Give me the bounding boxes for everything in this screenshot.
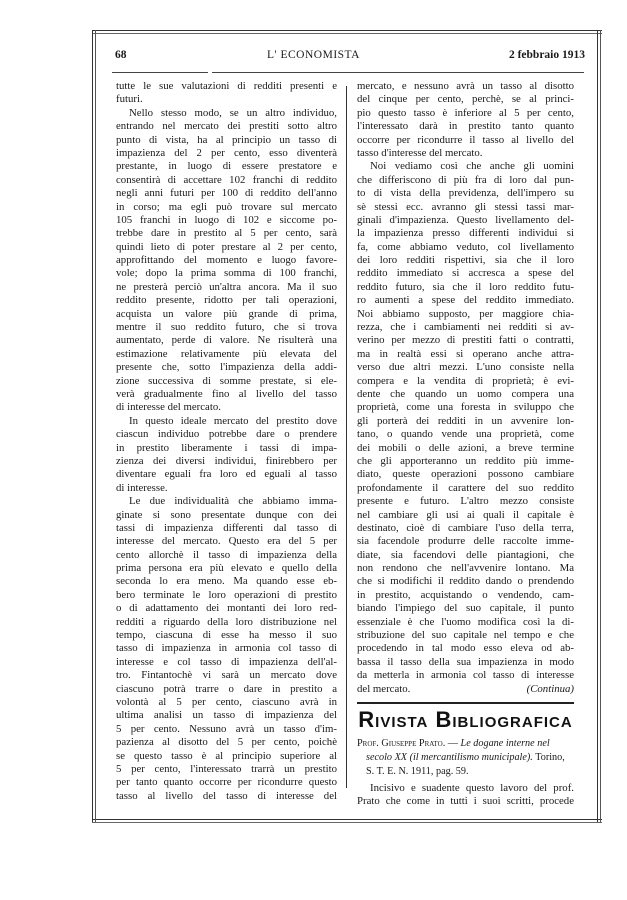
paragraph xyxy=(116,107,337,415)
text-line: verso due altri mezzi. L'uno consiste nella xyxy=(357,361,574,374)
page-frame-left xyxy=(92,30,96,822)
text-line: la impazienza presso differenti individui si xyxy=(357,227,574,240)
text-line: volontà al 5 per cento, ciascuno avrà in xyxy=(116,695,337,708)
right-column xyxy=(357,80,574,696)
text-line: tasso di impazienza in armonia col tasso di xyxy=(116,642,337,655)
text-line: seconda lo era meno. Ma quando esse eb- xyxy=(116,575,337,588)
text-line: sè stessi ecc. avranno gli stessi tassi mar- xyxy=(357,200,574,213)
text-line: che gli apporteranno un reddito più imme- xyxy=(357,454,574,467)
paragraph xyxy=(357,80,574,160)
text-line: presente che, sotto l'impazienza della addi- xyxy=(116,361,337,374)
text-line: occorre per ricondurre il tasso al livello del xyxy=(357,133,574,146)
header-rule-right xyxy=(212,72,584,73)
text-line: ciascuno potrà trarre o dare in prestito a xyxy=(116,682,337,695)
text-line: o di adattamento dei montanti dei loro red- xyxy=(116,602,337,615)
text-line: verino per mezzo di prestiti fatti o contratti, xyxy=(357,334,574,347)
text-line: ciascun individuo potrebbe dare o prendere xyxy=(116,428,337,441)
page-frame-top xyxy=(92,30,602,34)
section-rule xyxy=(357,702,574,704)
text-line: diventare eguali fra loro ed eguali al tasso xyxy=(116,468,337,481)
text-line: biando l'impiego del suo capitale, il punto xyxy=(357,602,574,615)
text-line: destinato, cioè di cambiare l'uso della terra, xyxy=(357,521,574,534)
text-line: verà gradualmente fino al livello del tasso xyxy=(116,387,337,400)
header-rule-left xyxy=(112,72,208,73)
text-line: tempo, ciascuna di esse ha messo il suo xyxy=(116,629,337,642)
text-line: diate, sia facendovi delle piantagioni, che xyxy=(357,548,574,561)
text-line: in corso; ma egli può trovare sul mercato xyxy=(116,200,337,213)
text-line: gli porterà dei redditi in un avvenire lon- xyxy=(357,414,574,427)
text-line: dei loro redditi rispettivi, sia che il loro xyxy=(357,254,574,267)
text-line: Prato che come in tutti i suoi scritti, procede xyxy=(357,795,574,808)
text-line: essenziale è che l'uomo modifica così la di- xyxy=(357,615,574,628)
text-line: diato, queste operazioni possono cambiare xyxy=(357,468,574,481)
text-line: interesse del mercato. Questo era del 5 per xyxy=(116,535,337,548)
text-line: di interesse del mercato. xyxy=(116,401,221,414)
text-line: tano, o quando vende una proprietà, come xyxy=(357,428,574,441)
text-line: Incisivo e suadente questo lavoro del prof. xyxy=(370,782,574,794)
text-line: dente che quando un uomo compera una xyxy=(357,387,574,400)
text-line: che si modifichi il reddito dando o prendendo xyxy=(357,575,574,588)
text-line: prima persona era più elevato e quello della xyxy=(116,562,337,575)
text-line: to di vista della previdenza, dell'impero su xyxy=(357,187,574,200)
paragraph xyxy=(116,495,337,803)
text-line: punto di vista, ha al principio un tasso di xyxy=(116,133,337,146)
text-line: Noi abbiamo supposto, per maggiore chia- xyxy=(357,307,574,320)
text-line: tro. Fintantochè vi sarà un mercato dove xyxy=(116,669,337,682)
citation xyxy=(357,737,574,779)
text-line: trebbe dare in prestito al 5 per cento, sarà xyxy=(116,227,337,240)
citation-publication: Torino, S. T. E. N. 1911, pag. 59. xyxy=(366,752,565,777)
text-line: mentre il suo reddito futuro, che si trova xyxy=(116,321,337,334)
text-line: ginali d'impazienza. Questo livellamento del- xyxy=(357,213,574,226)
text-line: reddito futuro, sia che il loro reddito futu- xyxy=(357,280,574,293)
citation-book-title: Le dogane interne nel secolo XX (il mercantilismo municipale). xyxy=(366,738,550,763)
text-line: nel cambiare gli usi ai quali il capitale è xyxy=(357,508,574,521)
text-line: ne presterà perciò un'altra ancora. Ma il suo xyxy=(116,280,337,293)
page-frame-right xyxy=(597,30,601,822)
paragraph xyxy=(116,415,337,495)
text-line: reddito immediato si accresca a spese del xyxy=(357,267,574,280)
text-line: futuri. xyxy=(116,93,143,106)
text-line: da metterla in armonia col tasso di interesse xyxy=(357,669,574,682)
journal-title: L' ECONOMISTA xyxy=(267,49,360,61)
text-line: estimazione relativamente più elevata del xyxy=(116,347,337,360)
text-line: proprietà, come una foresta in sviluppo che xyxy=(357,401,574,414)
paragraph xyxy=(357,160,574,682)
text-line: non rendono che nell'avvenire lontano. Ma xyxy=(357,562,574,575)
citation-author: Prof. Giuseppe Prato. — xyxy=(357,738,458,749)
left-column xyxy=(116,80,337,803)
text-line: presente e futuro. L'altro mezzo consiste xyxy=(357,495,574,508)
text-line: tassi di impazienza differenti dal tasso di xyxy=(116,521,337,534)
text-line: tasso al livello del tasso di interesse del xyxy=(116,789,337,802)
text-line: pazienza al disotto del 5 per cento, poichè xyxy=(116,736,337,749)
text-line: approfittando del momento e luogo favore- xyxy=(116,254,337,267)
text-line: 5 per cento. Nessuno avrà un tasso d'im- xyxy=(116,722,337,735)
text-line: Le due individualità che abbiamo imma- xyxy=(129,495,337,508)
text-line: pio questo tasso è inferiore al 5 per cento, xyxy=(357,106,574,119)
text-line: zienza dei diversi individui, finirebbero per xyxy=(116,454,337,467)
text-line: reddito presente, ridotto per tali operazioni, xyxy=(116,294,337,307)
text-line: entrando nel mercato dei prestiti sotto altro xyxy=(116,120,337,133)
text-line: di interesse. xyxy=(116,481,168,494)
text-line: in prestito, acquistando o vendendo, cam- xyxy=(357,588,574,601)
page-frame-bottom xyxy=(92,819,602,823)
closing-line xyxy=(357,683,574,696)
text-line: rezza, che i cambiamenti nei redditi si av- xyxy=(357,321,574,334)
text-line: Nello stesso modo, se un altro individuo, xyxy=(129,106,337,119)
section-title: Rivista Bibliografica xyxy=(358,707,573,732)
text-line: aumentato, perde di valore. Ne risulterà una xyxy=(116,334,337,347)
text-line: redditi a riguardo della loro distribuzione nel xyxy=(116,615,337,628)
text-line: ma in realtà essi si operano anche attra- xyxy=(357,347,574,360)
text-line: impazienza del 2 per cento, esso diventerà xyxy=(116,146,337,159)
text-line: ro aumenti a spese del reddito immediato. xyxy=(357,294,574,307)
closing-text: del mercato. xyxy=(357,682,411,695)
text-line: compera e la vendita di proprietà; è evi- xyxy=(357,374,574,387)
paragraph xyxy=(116,80,337,107)
text-line: zione successiva di somme prestate, si ele- xyxy=(116,374,337,387)
text-line: ginate si sono presentate dunque con dei xyxy=(116,508,337,521)
text-line: che differiscono di più fra di loro dal pun- xyxy=(357,173,574,186)
text-line: prestante, in luogo di essere prestatore e xyxy=(116,160,337,173)
text-line: tutte le sue valutazioni di redditi presenti e xyxy=(116,80,337,92)
column-divider xyxy=(346,86,347,788)
text-line: negli anni futuri per 100 di reddito dell'anno xyxy=(116,187,337,200)
text-line: sia facendole produrre delle raccolte imme- xyxy=(357,535,574,548)
text-line: fa, come abbiamo veduto, col livellamento xyxy=(357,240,574,253)
review-paragraph xyxy=(357,782,574,809)
page-number: 68 xyxy=(115,49,127,61)
continued-note: (Continua) xyxy=(526,682,574,695)
text-line: per tanto quanto occorre per ricondurre questo xyxy=(116,776,337,789)
text-line: cento allorchè il tasso di impazienza della xyxy=(116,548,337,561)
text-line: dei mobili o delle azioni, a breve termine xyxy=(357,441,574,454)
text-line: vole; dopo la prima somma di 100 franchi, xyxy=(116,267,337,280)
text-line: Noi vediamo così che anche gli uomini xyxy=(370,160,574,173)
text-line: bassa il tasso della sua impazienza in modo xyxy=(357,655,574,668)
text-line: stribuzione del suo capitale nel tempo e che xyxy=(357,629,574,642)
issue-date: 2 febbraio 1913 xyxy=(508,49,585,61)
text-line: 105 franchi in luogo di 102 e siccome po- xyxy=(116,213,337,226)
text-line: ultima analisi un tasso di impazienza del xyxy=(116,709,337,722)
text-line: tasso d'interesse del mercato. xyxy=(357,146,483,159)
text-line: del cinque per cento, perchè, se al princi- xyxy=(357,93,574,106)
text-line: mercato, e nessuno avrà un tasso al disotto xyxy=(357,80,574,92)
text-line: l'interessato darà in prestito tanto quanto xyxy=(357,120,574,133)
text-line: consentirà di accettare 102 franchi di reddito xyxy=(116,173,337,186)
text-line: se questo tasso è al principio superiore al xyxy=(116,749,337,762)
text-line: quindi lieto di poter prestare al 2 per cento, xyxy=(116,240,337,253)
bibliography-entry xyxy=(357,737,574,809)
text-line: 5 per cento, l'interessato trarrà un prestito xyxy=(116,762,337,775)
text-line: interesse e col tasso di impazienza dell'al- xyxy=(116,655,337,668)
text-line: bero terminate le loro operazioni di prestito xyxy=(116,588,337,601)
text-line: in prestito liberamente i tassi di impa- xyxy=(116,441,337,454)
text-line: In questo ideale mercato del prestito dove xyxy=(129,414,337,427)
text-line: acquista un valore più grande di prima, xyxy=(116,307,337,320)
text-line: procedendo in tal modo esso eleva od ab- xyxy=(357,642,574,655)
text-line: profondamente il carattere del suo reddito xyxy=(357,481,574,494)
